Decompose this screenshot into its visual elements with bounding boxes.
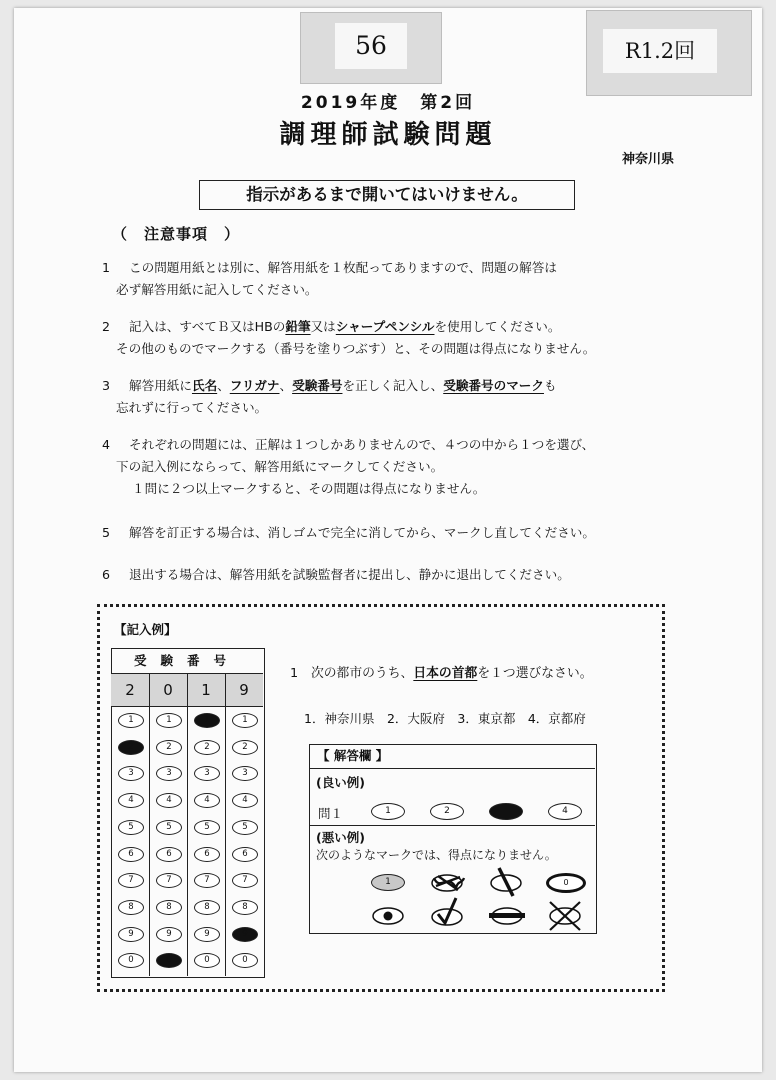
bubble: 5 <box>156 820 182 835</box>
instruction-text: 解答を訂正する場合は、消しゴムで完全に消してから、マークし直してください。 <box>129 525 595 540</box>
emphasis-exam-number-mark: 受験番号のマーク <box>443 378 544 393</box>
instruction-text: １問に２つ以上マークすると、その問題は得点になりません。 <box>132 481 486 496</box>
instruction-text: 記入は、すべてＢ又はHBの <box>129 319 286 334</box>
question-text: を１つ選びなさい。 <box>477 666 593 681</box>
instruction-1 <box>102 257 557 301</box>
number-stamp-label: 56 <box>335 23 407 69</box>
bubble: 3 <box>194 766 220 781</box>
warning-box: 指示があるまで開いてはいけません。 <box>199 180 575 210</box>
instruction-text: 、 <box>217 378 230 393</box>
instruction-text: それぞれの問題には、正解は１つしかありませんので、４つの中から１つを選び、 <box>129 437 595 452</box>
emphasis-mechanical-pencil: シャープペンシル <box>335 319 435 334</box>
instruction-text: 又は <box>310 319 336 334</box>
instruction-number: 6 <box>102 567 111 582</box>
bubble: 0 <box>118 953 144 968</box>
emphasis-pencil: 鉛筆 <box>285 319 311 334</box>
instruction-2 <box>102 316 595 360</box>
good-mark-2: 2 <box>430 803 464 820</box>
bubble-filled: 9 <box>232 927 258 942</box>
bubble-filled: 1 <box>194 713 220 728</box>
question-text: 1 次の都市のうち、 <box>290 666 414 681</box>
exam-number-header: 受験番号 <box>111 648 263 674</box>
bubble: 5 <box>118 820 144 835</box>
bubble: 2 <box>156 740 182 755</box>
instruction-number: 1 <box>102 260 111 275</box>
column-divider <box>225 674 226 976</box>
good-example-label: (良い例) <box>316 775 365 790</box>
session-stamp-label: R1.2回 <box>603 29 717 73</box>
bubble: 5 <box>232 820 258 835</box>
digit-cell: 2 <box>125 681 135 699</box>
instruction-text: 下の記入例にならって、解答用紙にマークしてください。 <box>116 459 444 474</box>
session-stamp <box>586 10 752 96</box>
exam-year: 2019年度 第2回 <box>300 93 476 113</box>
sample-options: 1．神奈川県 2．大阪府 3．東京都 4．京都府 <box>304 711 586 726</box>
prefecture: 神奈川県 <box>621 152 674 167</box>
bubble: 8 <box>156 900 182 915</box>
instruction-text: を使用してください。 <box>434 319 561 334</box>
example-label: 【記入例】 <box>114 622 177 637</box>
bubble: 7 <box>156 873 182 888</box>
instruction-6 <box>102 564 570 586</box>
bubble: 9 <box>156 927 182 942</box>
answer-divider <box>309 825 595 826</box>
bubble: 3 <box>156 766 182 781</box>
exam-title: 調理師試験問題 <box>279 120 497 150</box>
column-divider <box>149 674 150 976</box>
bubble: 0 <box>232 953 258 968</box>
instruction-text: 必ず解答用紙に記入してください。 <box>116 282 318 297</box>
digit-cell: 1 <box>201 681 211 699</box>
instruction-text: 解答用紙に <box>129 378 192 393</box>
instruction-text: を正しく記入し、 <box>342 378 444 393</box>
bubble: 0 <box>194 953 220 968</box>
bubble: 5 <box>194 820 220 835</box>
emphasis-furigana: フリガナ <box>229 378 280 393</box>
bad-mark-light: 1 <box>371 874 405 891</box>
bubble: 1 <box>232 713 258 728</box>
bubble: 8 <box>118 900 144 915</box>
good-mark-1: 1 <box>371 803 405 820</box>
bubble: 6 <box>118 847 144 862</box>
bubble: 3 <box>232 766 258 781</box>
bubble: 7 <box>232 873 258 888</box>
bubble: 1 <box>156 713 182 728</box>
bad-example-label: (悪い例) <box>316 830 365 845</box>
bubble: 2 <box>194 740 220 755</box>
bubble: 6 <box>194 847 220 862</box>
number-stamp <box>300 12 442 84</box>
bubble: 4 <box>118 793 144 808</box>
bad-mark-ring: 0 <box>546 873 586 893</box>
good-mark-filled <box>489 803 523 820</box>
answer-column-header <box>309 744 595 769</box>
instruction-number: 2 <box>102 319 111 334</box>
bubble: 4 <box>194 793 220 808</box>
instruction-4 <box>102 434 594 500</box>
bubble: 7 <box>194 873 220 888</box>
instruction-number: 3 <box>102 378 111 393</box>
digit-cell: 0 <box>163 681 173 699</box>
instruction-text: 忘れずに行ってください。 <box>116 400 268 415</box>
question-1-label: 問１ <box>318 806 344 821</box>
bad-example-text: 次のようなマークでは、得点になりません。 <box>316 848 557 862</box>
bubble: 9 <box>194 927 220 942</box>
bubble: 2 <box>232 740 258 755</box>
answer-column-title: 【 解答欄 】 <box>317 748 389 763</box>
sample-question <box>290 662 592 681</box>
instruction-3 <box>102 375 557 419</box>
emphasis-capital: 日本の首都 <box>413 666 478 681</box>
instruction-text: 退出する場合は、解答用紙を試験監督者に提出し、静かに退出してください。 <box>129 567 570 582</box>
bubble: 4 <box>232 793 258 808</box>
good-mark-4: 4 <box>548 803 582 820</box>
column-divider <box>187 674 188 976</box>
bubble-filled: 0 <box>156 953 182 968</box>
instruction-text: 、 <box>279 378 293 393</box>
bubble: 8 <box>232 900 258 915</box>
digit-cell: 9 <box>239 681 249 699</box>
instruction-number: 5 <box>102 525 111 540</box>
bubble: 9 <box>118 927 144 942</box>
bubble: 8 <box>194 900 220 915</box>
bubble: 1 <box>118 713 144 728</box>
bubble: 6 <box>232 847 258 862</box>
bubble: 4 <box>156 793 182 808</box>
instruction-text: この問題用紙とは別に、解答用紙を１枚配ってありますので、問題の解答は <box>129 260 557 275</box>
bubble-filled: 2 <box>118 740 144 755</box>
emphasis-exam-number: 受験番号 <box>292 378 343 393</box>
bubble: 7 <box>118 873 144 888</box>
instruction-text: も <box>543 378 557 393</box>
instruction-5 <box>102 522 595 544</box>
emphasis-name: 氏名 <box>191 378 218 393</box>
notes-heading: （ 注意事項 ） <box>112 225 241 243</box>
instruction-number: 4 <box>102 437 111 452</box>
instruction-text: その他のものでマークする（番号を塗りつぶす）と、その問題は得点になりません。 <box>116 341 596 356</box>
bubble: 6 <box>156 847 182 862</box>
bubble: 3 <box>118 766 144 781</box>
